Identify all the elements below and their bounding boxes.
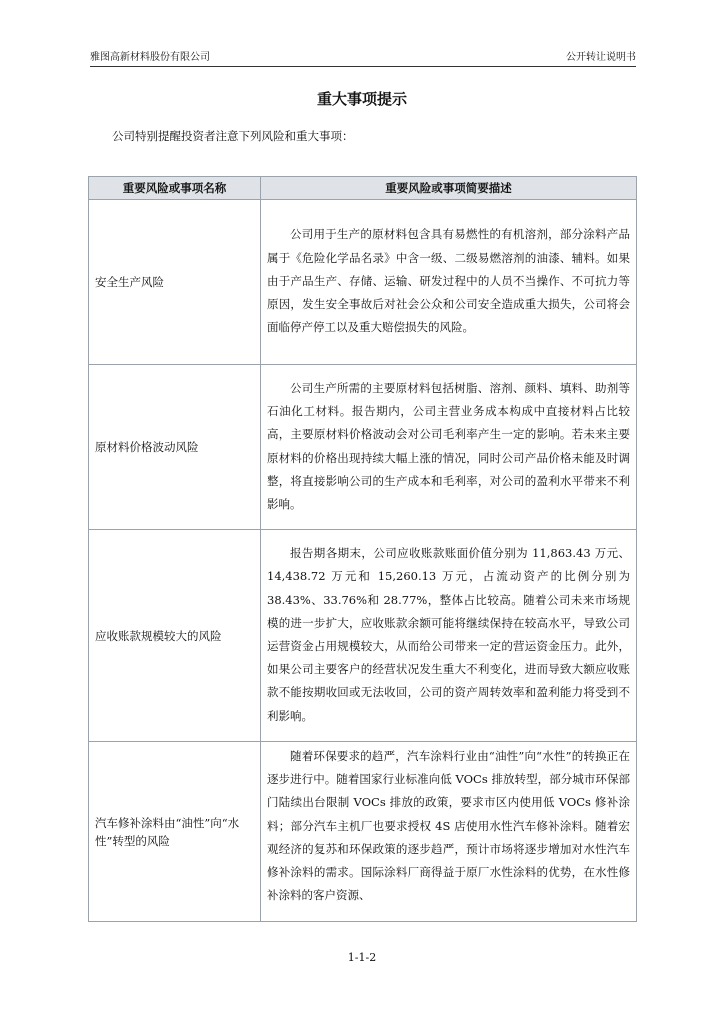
table-header-row <box>89 177 637 200</box>
intro-text: 公司特别提醒投资者注意下列风险和重大事项： <box>112 129 354 143</box>
risk-description: 随着环保要求的趋严，汽车涂料行业由“油性”向“水性”的转换正在逐步进行中。随着国家行业标准向低 VOCs 排放转型，部分城市环保部门陆续出台限制 VOCs 排放的政策，要求市区内使用低 VOCs 修补涂料；部分汽车主机厂也要求授权 4S 店使用水性汽车修补涂料。随着宏观经济的复苏和环保政策的逐步趋严，预计市场将逐步增加对水性汽车修补涂料的需求。国际涂料厂商得益于原厂水性涂料的优势，在水性修补涂料的客户资源、 <box>261 742 637 922</box>
header-document-type: 公开转让说明书 <box>566 52 636 63</box>
table-row <box>89 365 637 530</box>
page-title: 重大事项提示 <box>316 90 407 108</box>
table-row <box>89 200 637 365</box>
risk-table <box>88 176 637 922</box>
page-header <box>90 50 636 67</box>
risk-name: 安全生产风险 <box>89 200 261 365</box>
header-company-name: 雅图高新材料股份有限公司 <box>90 52 210 63</box>
table-row <box>89 530 637 742</box>
page-number: 1-1-2 <box>347 951 377 964</box>
risk-name: 应收账款规模较大的风险 <box>89 530 261 742</box>
risk-name: 原材料价格波动风险 <box>89 365 261 530</box>
risk-description: 公司生产所需的主要原材料包括树脂、溶剂、颜料、填料、助剂等石油化工材料。报告期内，公司主营业务成本构成中直接材料占比较高，主要原材料价格波动会对公司毛利率产生一定的影响。若未来主要原材料的价格出现持续大幅上涨的情况，同时公司产品价格未能及时调整，将直接影响公司的生产成本和毛利率，对公司的盈利水平带来不利影响。 <box>261 365 637 530</box>
risk-description: 公司用于生产的原材料包含具有易燃性的有机溶剂，部分涂料产品属于《危险化学品名录》中含一级、二级易燃溶剂的油漆、辅料。如果由于产品生产、存储、运输、研发过程中的人员不当操作、不可抗力等原因，发生安全事故后对社会公众和公司安全造成重大损失，公司将会面临停产停工以及重大赔偿损失的风险。 <box>261 200 637 365</box>
risk-description: 报告期各期末，公司应收账款账面价值分别为 11,863.43 万元、14,438.72 万元和 15,260.13 万元，占流动资产的比例分别为 38.43%、33.76%和 28.77%，整体占比较高。随着公司未来市场规模的进一步扩大，应收账款余额可能将继续保持在较高水平，导致公司运营资金占用规模较大，从而给公司带来一定的营运资金压力。此外，如果公司主要客户的经营状况发生重大不利变化，进而导致大额应收账款不能按期收回或无法收回，公司的资产周转效率和盈利能力将受到不利影响。 <box>261 530 637 742</box>
table-row <box>89 742 637 922</box>
risk-name: 汽车修补涂料由“油性”向“水性”转型的风险 <box>89 742 261 922</box>
column-header-description: 重要风险或事项简要描述 <box>261 177 637 200</box>
column-header-name: 重要风险或事项名称 <box>89 177 261 200</box>
